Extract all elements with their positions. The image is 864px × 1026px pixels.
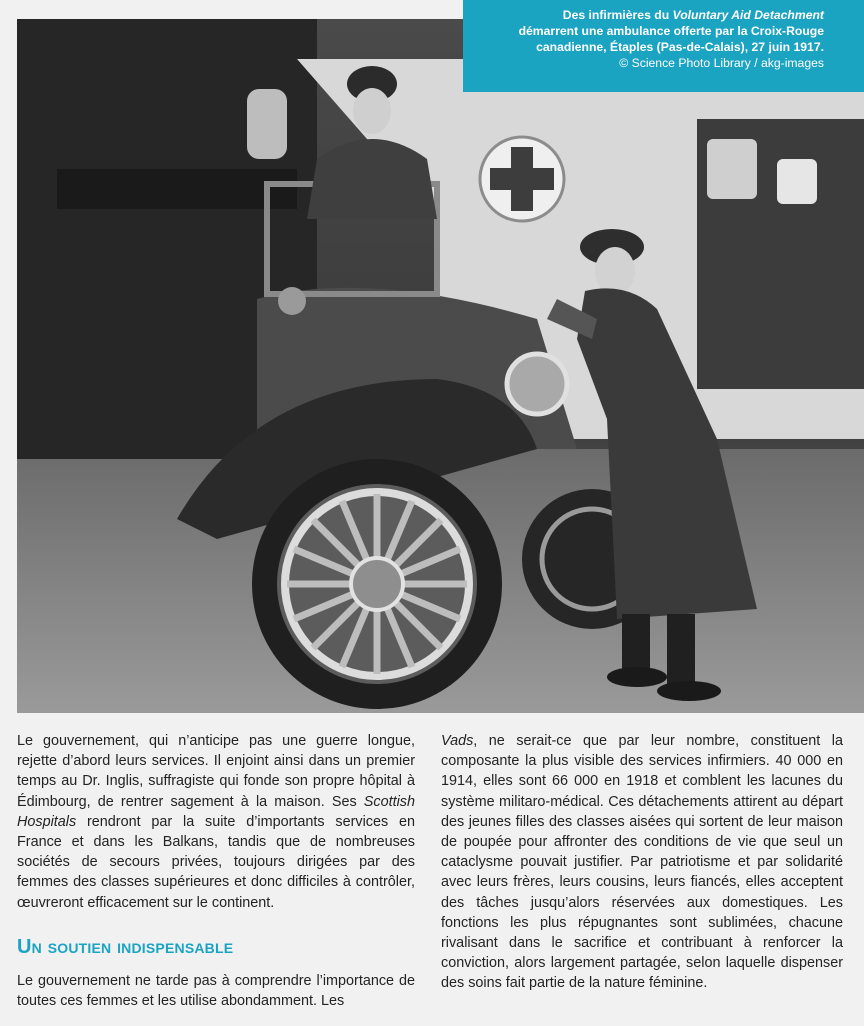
ambulance-photo-illustration [17, 19, 864, 713]
caption-line-3: canadienne, Étaples (Pas-de-Calais), 27 juin 1917. [536, 40, 824, 54]
paragraph-3: Vads, ne serait-ce que par leur nombre, constituent la composante la plus visible des services infirmiers. 40 000 en 1914, elles sont 66 000 en 1918 et comblent les lacunes du système militaro-médical. Ces détachements attirent au départ des jeunes filles des classes aisées qui sortent de leur maison de poupée pour affronter des conditions de vie que seul un cataclysme pouvait justifier. Par patriotisme et par solidarité avec leurs frères, leurs cousins, leurs fiancés, elles acceptent des tâches jusqu’alors réservées aux domestiques. Les fonctions les plus répugnantes sont sublimées, chacune rivalisant dans le sacrifice et contribuant à renforcer la conviction, alors largement partagée, selon laquelle dispenser des soins fait partie de la nature féminine. [441, 733, 843, 992]
photo-credit: © Science Photo Library / akg-images [619, 56, 824, 70]
paragraph-2: Le gouvernement ne tarde pas à comprendre l’importance de toutes ces femmes et les utilise abondamment. Les [17, 972, 415, 1010]
photo-caption [463, 0, 864, 92]
caption-line-2: démarrent une ambulance offerte par la Croix-Rouge [518, 24, 824, 38]
right-text-column [441, 731, 843, 1005]
section-heading: Un soutien indispensable [17, 935, 234, 958]
left-text-column [17, 731, 415, 1022]
caption-line-1: Des infirmières du Voluntary Aid Detachment [562, 8, 824, 22]
archival-photograph [17, 19, 864, 713]
paragraph-1: Le gouvernement, qui n’anticipe pas une guerre longue, rejette d’abord leurs services. Il enjoint ainsi dans un premier temps au Dr. Inglis, suffragiste qui fonde son propre hôpital à Édimbourg, de rentrer sagement à la maison. Ses Scottish Hospitals rendront par la suite d’importants services en France et dans les Balkans, tandis que de nombreuses sociétés de secours privées, toujours dirigées par des femmes des classes supérieures et donc difficiles à contrôler, œuvreront efficacement sur le continent. [17, 733, 415, 911]
